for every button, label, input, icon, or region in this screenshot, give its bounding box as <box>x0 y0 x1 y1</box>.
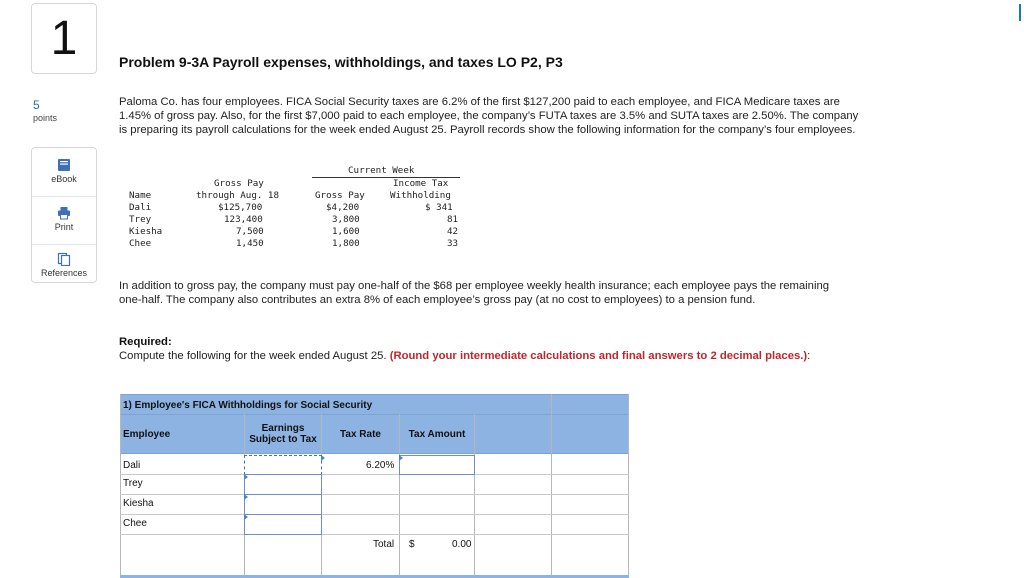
resource-panel <box>31 147 97 283</box>
employee-name: Trey <box>123 478 143 489</box>
payroll-tax: $ 341 <box>425 202 453 213</box>
fica-ss-answer-table <box>120 394 629 578</box>
payroll-ytd: 1,450 <box>236 238 264 249</box>
current-week-header: Current Week <box>348 165 415 176</box>
tax-rate: 6.20% <box>366 460 395 471</box>
col-employee-header: Employee <box>123 429 171 440</box>
total-label: Total <box>373 539 395 550</box>
payroll-gross: 1,600 <box>332 226 360 237</box>
earnings-input-kiesha[interactable] <box>244 494 322 515</box>
payroll-ytd: 123,400 <box>224 214 263 225</box>
amount-input-dali[interactable] <box>399 455 475 475</box>
payroll-tax: 81 <box>447 214 459 225</box>
payroll-name: Dali <box>129 202 152 213</box>
gross-ytd-header-2: through Aug. 18 <box>196 190 279 201</box>
required-label: Required: <box>119 336 172 348</box>
required-instructions <box>119 335 839 363</box>
book-icon <box>57 158 71 172</box>
column-divider <box>120 394 121 575</box>
references-button[interactable] <box>32 252 96 278</box>
insurance-paragraph: In addition to gross pay, the company must pay one-half of the $68 per employee weekly health insurance; each employee pays the remaining one-half. The company also contributes an extra 8% of each employee’s gross pay (at no cost to employees) to a pension fund. <box>119 280 830 306</box>
employee-name: Dali <box>123 460 141 471</box>
col-earnings-header-2: Subject to Tax <box>249 434 317 445</box>
gross-ytd-header-1: Gross Pay <box>214 178 264 189</box>
input-flag-icon <box>321 455 325 461</box>
payroll-gross: $4,200 <box>326 202 360 213</box>
payroll-name: Trey <box>129 214 152 225</box>
input-flag-icon <box>244 494 248 500</box>
sidebar-divider <box>32 244 96 245</box>
points-label: points <box>33 113 58 123</box>
references-icon <box>57 252 71 266</box>
earnings-input-dali[interactable] <box>244 455 322 475</box>
points-value: 5 <box>33 98 40 112</box>
total-value: 0.00 <box>452 539 472 550</box>
gross-pay-header: Gross Pay <box>315 190 365 201</box>
row-divider <box>120 514 629 515</box>
references-label: References <box>40 268 88 278</box>
payroll-name: Chee <box>129 238 152 249</box>
table-title: 1) Employee's FICA Withholdings for Social Security <box>123 400 373 411</box>
payroll-ytd: $125,700 <box>218 202 263 213</box>
problem-title: Problem 9-3A Payroll expenses, withholdings, and taxes LO P2, P3 <box>119 54 563 70</box>
earnings-input-chee[interactable] <box>244 514 322 535</box>
rounding-note: (Round your intermediate calculations and final answers to 2 decimal places.) <box>389 350 808 362</box>
printer-icon <box>57 206 71 220</box>
ebook-label: eBook <box>51 174 77 184</box>
print-label: Print <box>54 222 74 232</box>
tax-header-1: Income Tax <box>393 178 449 189</box>
total-currency: $ <box>409 539 415 550</box>
header-divider <box>120 414 629 415</box>
row-divider <box>120 474 629 475</box>
row-divider <box>120 534 629 535</box>
print-button[interactable] <box>32 206 96 232</box>
scroll-indicator <box>1019 4 1021 21</box>
column-divider <box>628 394 629 575</box>
ebook-button[interactable] <box>32 158 96 184</box>
payroll-tax: 42 <box>447 226 459 237</box>
payroll-ytd: 7,500 <box>236 226 264 237</box>
employee-name: Kiesha <box>123 498 154 509</box>
problem-intro: Paloma Co. has four employees. FICA Social Security taxes are 6.2% of the first $127,200 paid to each employee, and FICA Medicare taxes are 1.45% of gross pay. Also, for the first $7,000 paid to each employee, the company’s FUTA taxes are 3.5% and SUTA taxes are 2.50%. The company is preparing its payroll calculations for the week ended August 25. Payroll records show the following information for the company’s four employees. <box>119 96 859 136</box>
required-text: Compute the following for the week ended August 25. <box>119 350 390 362</box>
earnings-input-trey[interactable] <box>244 474 322 495</box>
required-colon: : <box>807 350 811 362</box>
payroll-tax: 33 <box>447 238 459 249</box>
question-number: 1 <box>31 3 97 74</box>
column-divider <box>551 394 552 575</box>
name-header: Name <box>129 190 152 201</box>
col-amount-header: Tax Amount <box>408 429 466 440</box>
input-flag-icon <box>244 514 248 520</box>
input-flag-icon <box>244 474 248 480</box>
row-divider <box>120 494 629 495</box>
payroll-gross: 1,800 <box>332 238 360 249</box>
sidebar-divider <box>32 196 96 197</box>
col-rate-header: Tax Rate <box>340 429 381 440</box>
input-flag-icon <box>399 455 403 461</box>
employee-name: Chee <box>123 518 147 529</box>
payroll-gross: 3,800 <box>332 214 360 225</box>
col-earnings-header-1: Earnings <box>261 423 305 434</box>
tax-header-2: Withholding <box>390 190 451 201</box>
payroll-name: Kiesha <box>129 226 163 237</box>
